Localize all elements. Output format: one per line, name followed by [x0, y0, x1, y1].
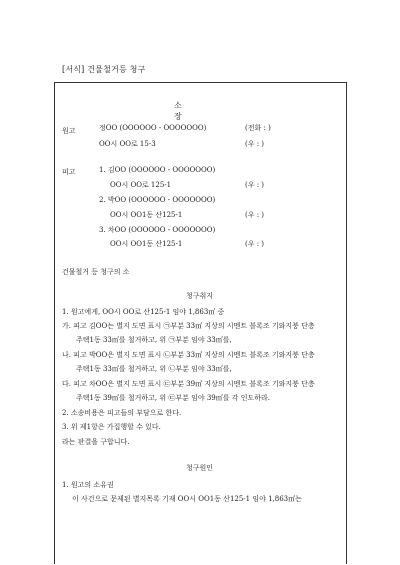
- claim-line: 1. 원고에게, OO시 OO로 산125-1 임야 1,863㎡ 중: [62, 308, 225, 316]
- claim-line: 주택1동 33㎡를 철거하고, 위 ㉡부분 임야 33㎡를,: [76, 365, 232, 373]
- defendant-3-zip: (우 : ): [245, 240, 265, 248]
- claim-line: 라는 판결을 구합니다.: [62, 438, 130, 446]
- claim-line: 가. 피고 김OO는 별지 도면 표시 ㉠부분 33㎡ 지상의 시멘트 블록조 기와지붕 단층: [62, 322, 315, 330]
- defendant-3-address: OO시 OO1동 산125-1: [110, 240, 183, 248]
- claim-heading: 청구취지: [186, 292, 214, 300]
- plaintiff-address: OO시 OO로 15-3: [99, 140, 156, 148]
- claim-line: 주택1동 39㎡를 철거하고, 위 ㉢부분 임야 39㎡를 각 인도하라.: [76, 394, 270, 402]
- claim-line: 다. 피고 차OO은 별지 도면 표시 ㉢부분 39㎡ 지상의 시멘트 블록조 기와지붕 단층: [62, 380, 315, 388]
- cause-heading: 청구원인: [186, 464, 214, 472]
- document-title: 소 장: [174, 101, 218, 121]
- plaintiff-label: 원고: [62, 127, 76, 135]
- claim-line: 주택1동 33㎡를 철거하고, 위 ㉠부분 임야 33㎡를,: [76, 336, 232, 344]
- claim-line: 3. 위 제1항은 가집행할 수 있다.: [62, 423, 161, 431]
- plaintiff-name: 정OO (OOOOOO - OOOOOOO): [99, 124, 207, 132]
- defendant-2-address: OO시 OO1동 산125-1: [110, 211, 183, 219]
- defendant-1-name: 1. 김OO (OOOOOO - OOOOOOO): [99, 166, 216, 174]
- defendant-2-name: 2. 박OO (OOOOOO - OOOOOOO): [99, 196, 216, 204]
- cause-subheading: 1. 원고의 소유권: [62, 481, 114, 489]
- cause-text: 이 사건으로 문제된 별지목록 기재 OO시 OO1동 산125-1 임야 1,863㎡는: [72, 495, 302, 503]
- defendant-1-address: OO시 OO로 125-1: [110, 181, 172, 189]
- case-title: 건물철거 등 청구의 소: [62, 268, 130, 276]
- form-heading: [서식] 건물철거등 청구: [62, 65, 146, 74]
- defendant-1-zip: (우 : ): [245, 181, 265, 189]
- claim-line: 나. 피고 박OO은 별지 도면 표시 ㉡부분 33㎡ 지상의 시멘트 블록조 기와지붕 단층: [62, 351, 315, 359]
- plaintiff-phone: (전화 : ): [245, 124, 271, 132]
- defendant-label: 피고: [62, 168, 76, 176]
- defendant-2-zip: (우 : ): [245, 211, 265, 219]
- claim-line: 2. 소송비용은 피고들의 부담으로 한다.: [62, 409, 182, 417]
- plaintiff-zip: (우 : ): [245, 140, 265, 148]
- defendant-3-name: 3. 차OO (OOOOOO - OOOOOOO): [99, 226, 216, 234]
